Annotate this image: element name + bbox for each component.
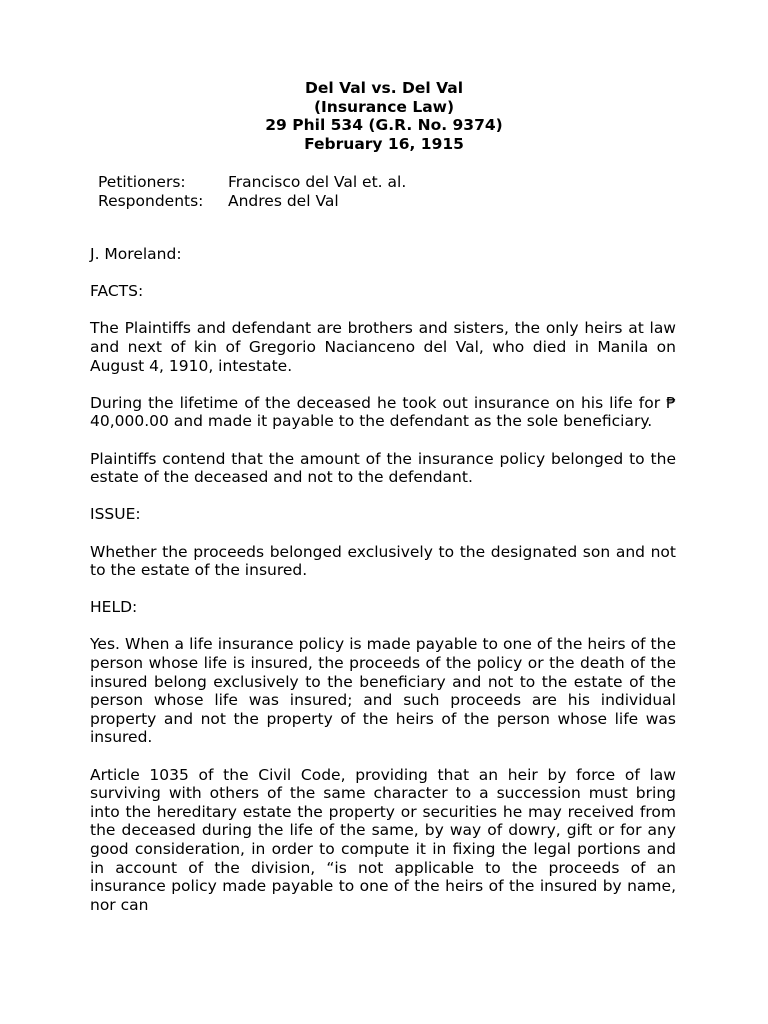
petitioners-value: Francisco del Val et. al.	[228, 173, 407, 191]
case-citation: 29 Phil 534 (G.R. No. 9374)	[265, 116, 503, 135]
case-title: Del Val vs. Del Val	[304, 79, 464, 97]
case-subject: (Insurance Law)	[313, 97, 455, 116]
issue-heading: ISSUE:	[90, 505, 141, 524]
facts-heading: FACTS:	[90, 282, 144, 301]
justice-line: J. Moreland:	[90, 245, 182, 263]
facts-paragraph-1: The Plaintiffs and defendant are brothers and sisters, the only heirs at law and next of kin of Gregorio Nacianceno del Val, who died in Manila on August 4, 1910, intestate.	[90, 319, 676, 375]
respondents-label: Respondents:	[98, 191, 204, 210]
facts-paragraph-2: During the lifetime of the deceased he took out insurance on his life for ₱ 40,000.00 and made it payable to the defendant as the sole beneficiary.	[90, 393, 676, 431]
case-title-block	[0, 79, 768, 153]
petitioners-label: Petitioners:	[98, 173, 186, 191]
held-paragraph-1: Yes. When a life insurance policy is made payable to one of the heirs of the person whose life is insured, the proceeds of the policy or the death of the insured belong exclusively to the beneficiary and not to the estate of the person whose life was insured; and such proceeds are his individual property and not the property of the heirs of the person whose life was insured.	[90, 635, 676, 747]
respondents-value: Andres del Val	[228, 191, 339, 210]
facts-paragraph-3: Plaintiffs contend that the amount of the insurance policy belonged to the estate of the deceased and not to the defendant.	[90, 449, 676, 487]
case-date: February 16, 1915	[304, 134, 464, 153]
issue-paragraph: Whether the proceeds belonged exclusively to the designated son and not to the estate of the insured.	[90, 542, 676, 580]
held-paragraph-2: Article 1035 of the Civil Code, providing that an heir by force of law surviving with others of the same character to a succession must bring into the hereditary estate the property or securities he may received from the deceased during the life of the same, by way of dowry, gift or for any good consideration, in order to compute it in fixing the legal portions and in account of the division, “is not applicable to the proceeds of an insurance policy made payable to one of the heirs of the insured by name, nor can	[90, 765, 676, 914]
held-heading: HELD:	[90, 598, 138, 617]
case-body	[90, 245, 676, 933]
